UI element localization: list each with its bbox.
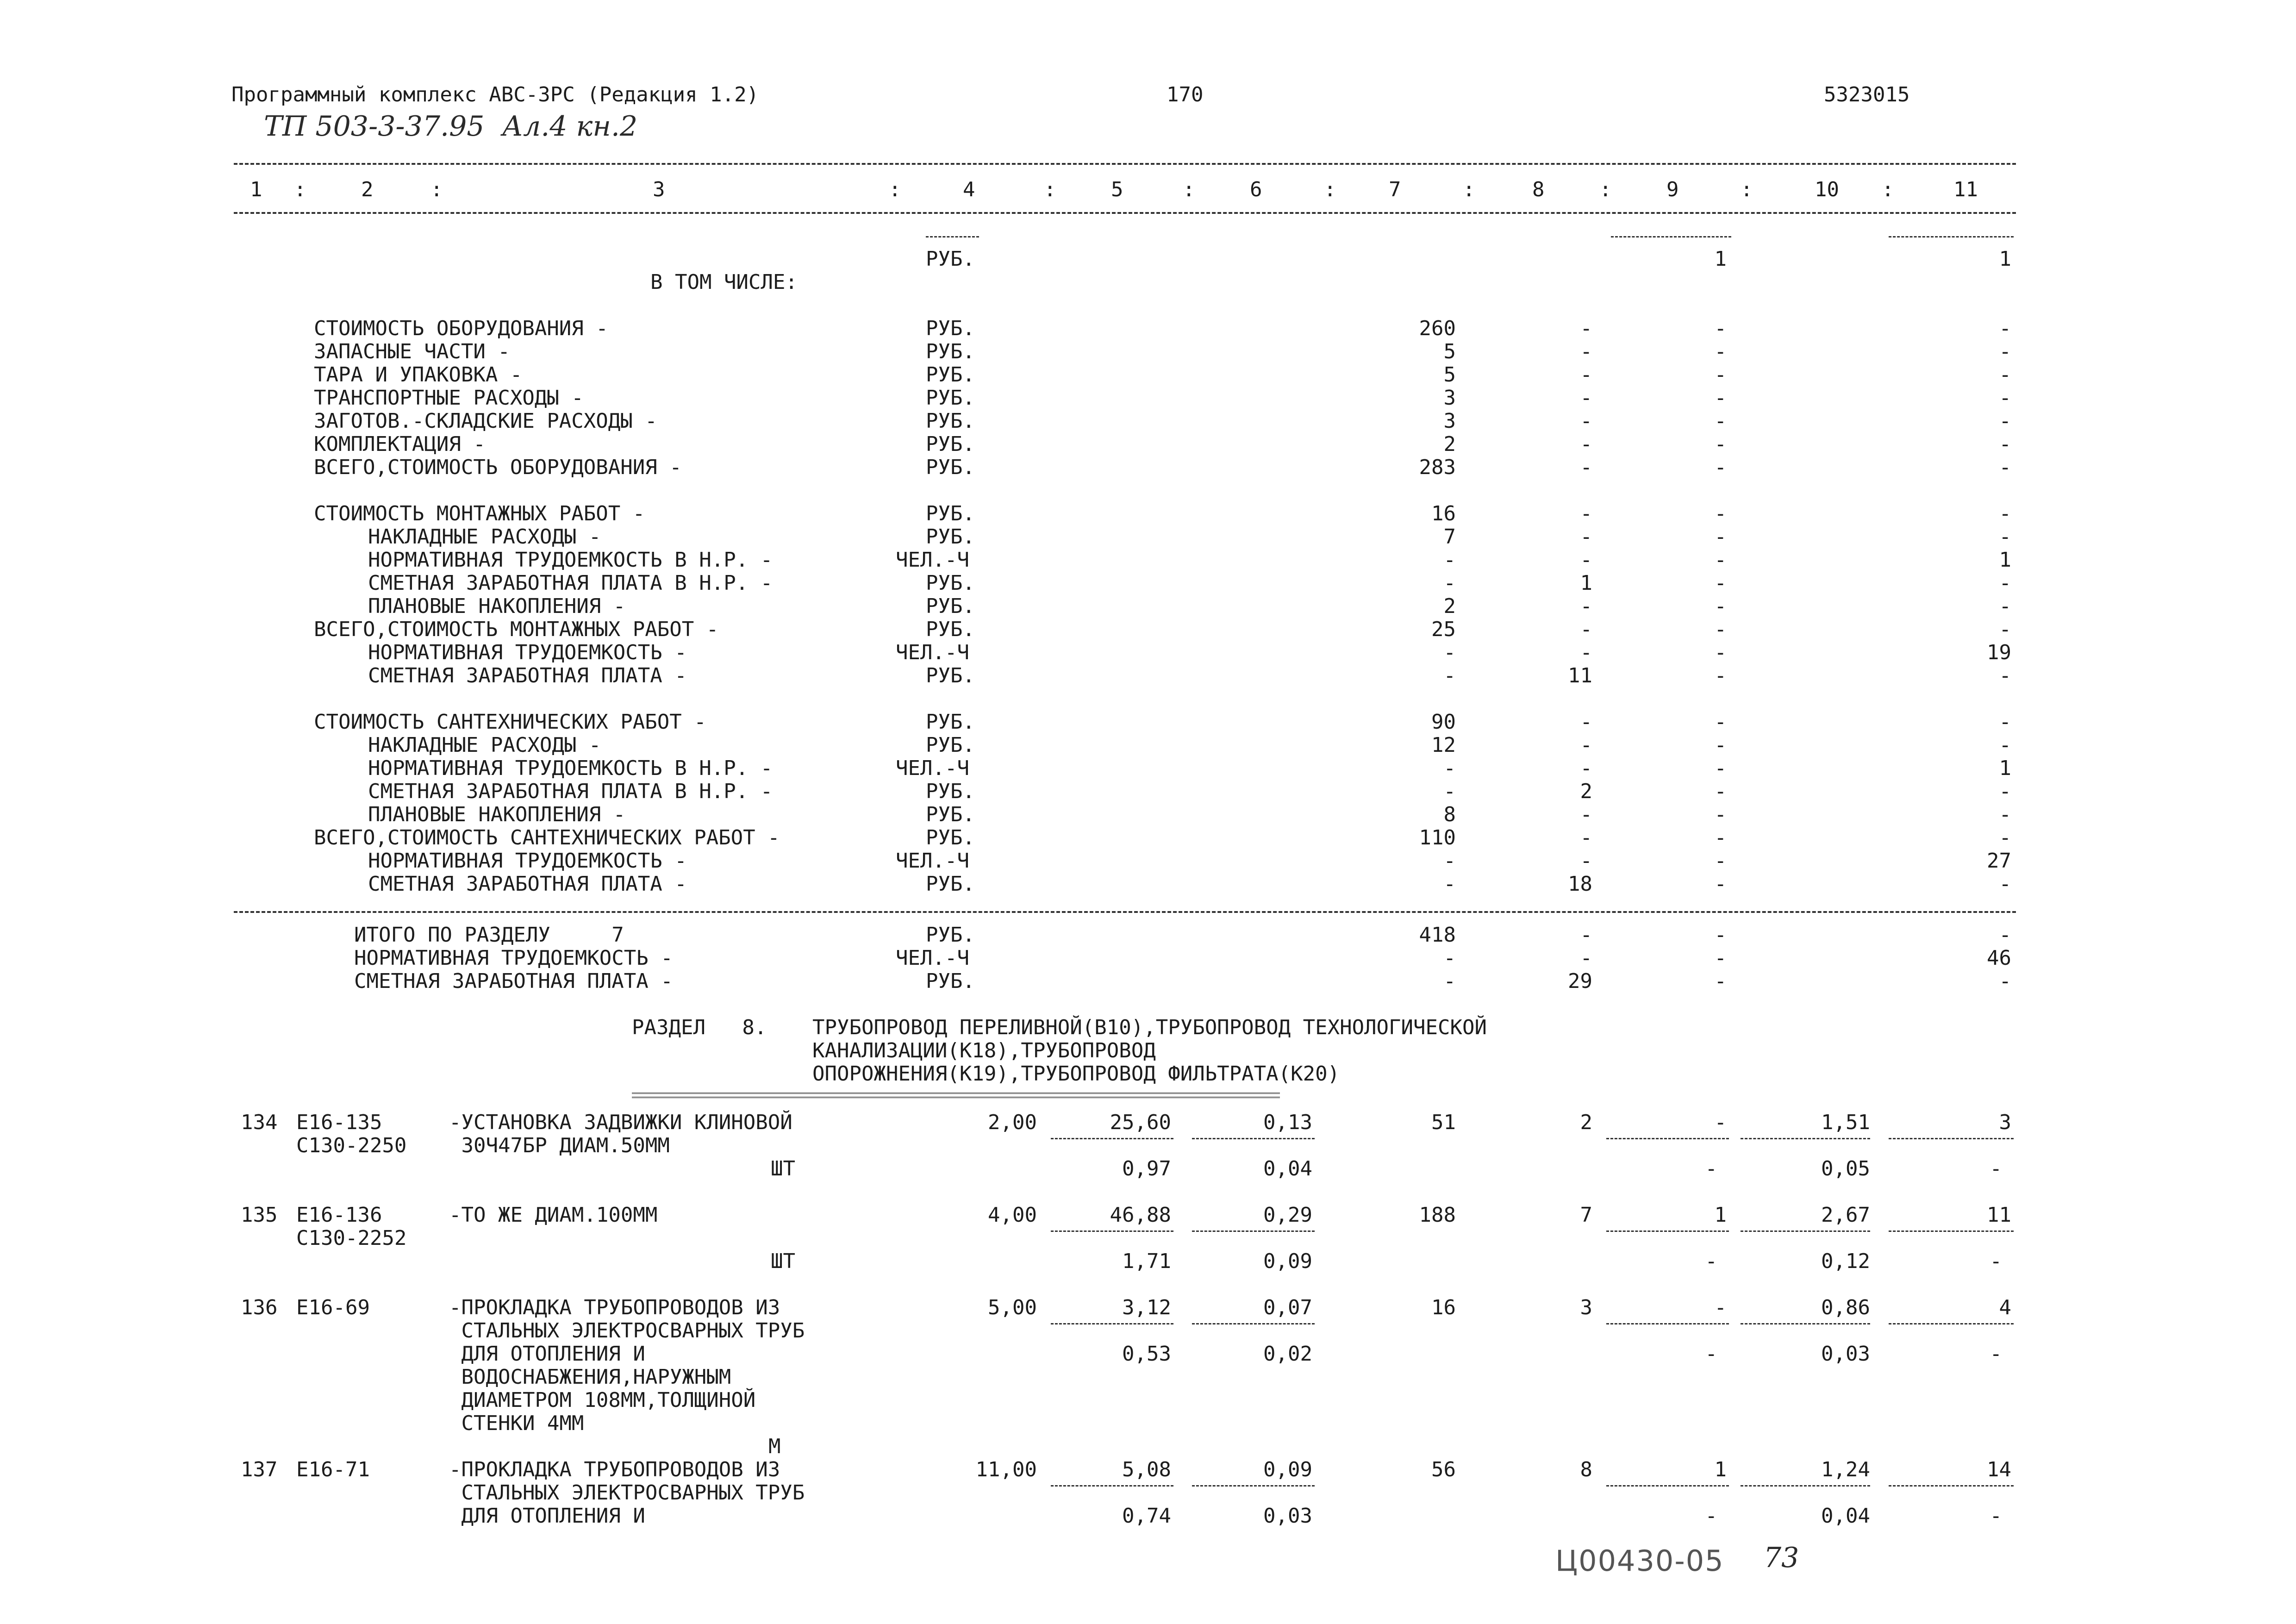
- item-c11b: -: [1990, 1157, 2002, 1181]
- summary-c7: -: [1443, 780, 1456, 803]
- summary-label: ЗАГОТОВ.-СКЛАДСКИЕ РАСХОДЫ -: [314, 409, 657, 433]
- summary-c8: -: [1580, 756, 1592, 780]
- item-subtotal-rule: [1741, 1138, 1870, 1139]
- summary-c11: -: [1999, 664, 2011, 687]
- column-separator: :: [1741, 178, 1753, 201]
- item-c11b: -: [1990, 1504, 2002, 1528]
- item-c6: 0,29: [1263, 1203, 1312, 1227]
- item-c4: 4,00: [988, 1203, 1037, 1227]
- summary-unit: РУБ.: [926, 502, 975, 525]
- summary-c7: 16: [1431, 502, 1456, 525]
- summary-c11: -: [1999, 386, 2011, 410]
- summary-unit: РУБ.: [926, 733, 975, 757]
- summary-c9: -: [1714, 502, 1727, 525]
- item-description-line: ДЛЯ ОТОПЛЕНИЯ И: [449, 1504, 645, 1528]
- summary-c11: -: [1999, 502, 2011, 525]
- summary-c11: -: [1999, 618, 2011, 641]
- summary-c11: 27: [1987, 849, 2011, 873]
- summary-c7: 110: [1419, 826, 1456, 849]
- summary-label: ТАРА И УПАКОВКА -: [314, 363, 523, 387]
- item-c5: 3,12: [1122, 1296, 1171, 1319]
- item-c6b: 0,09: [1263, 1249, 1312, 1273]
- summary-c9: -: [1714, 733, 1727, 757]
- program-title: Программный комплекс АВС-3РС (Редакция 1.2): [231, 83, 759, 106]
- item-code: Е16-69: [296, 1296, 370, 1319]
- summary-c9: -: [1714, 872, 1727, 896]
- item-subtotal-rule: [1889, 1138, 2014, 1139]
- summary-c9: -: [1714, 525, 1727, 549]
- item-c9: -: [1714, 1111, 1727, 1134]
- section-total-unit: РУБ.: [926, 969, 975, 993]
- top-row-unit: РУБ.: [926, 247, 975, 271]
- item-c5b: 0,74: [1122, 1504, 1171, 1528]
- item-c5b: 1,71: [1122, 1249, 1171, 1273]
- item-c8: 8: [1580, 1458, 1592, 1481]
- column-header-8: 8: [1532, 178, 1545, 201]
- item-c6b: 0,02: [1263, 1342, 1312, 1366]
- summary-c8: -: [1580, 386, 1592, 410]
- summary-c7: 2: [1443, 432, 1456, 456]
- summary-c11: -: [1999, 826, 2011, 849]
- item-c8: 7: [1580, 1203, 1592, 1227]
- summary-c7: 25: [1431, 618, 1456, 641]
- summary-label: СМЕТНАЯ ЗАРАБОТНАЯ ПЛАТА В Н.Р. -: [368, 780, 773, 803]
- summary-c7: 260: [1419, 317, 1456, 340]
- summary-unit: РУБ.: [926, 594, 975, 618]
- summary-c9: -: [1714, 317, 1727, 340]
- summary-c11: -: [1999, 363, 2011, 387]
- item-code-secondary: С130-2252: [296, 1226, 407, 1250]
- item-description-line: СТАЛЬНЫХ ЭЛЕКТРОСВАРНЫХ ТРУБ: [449, 1319, 805, 1343]
- summary-unit: РУБ.: [926, 803, 975, 826]
- summary-c7: 8: [1443, 803, 1456, 826]
- item-number: 134: [241, 1111, 278, 1134]
- item-subtotal-rule: [1606, 1323, 1729, 1324]
- summary-c8: 18: [1568, 872, 1592, 896]
- section-total-c7: 418: [1419, 923, 1456, 947]
- item-c7: 188: [1419, 1203, 1456, 1227]
- item-description-line: 30Ч47БР ДИАМ.50ММ: [449, 1134, 670, 1157]
- summary-label: СМЕТНАЯ ЗАРАБОТНАЯ ПЛАТА -: [368, 664, 687, 687]
- column-header-2: 2: [361, 178, 374, 201]
- summary-c8: -: [1580, 803, 1592, 826]
- section-total-c11: 46: [1987, 946, 2011, 970]
- item-c11: 14: [1987, 1458, 2011, 1481]
- summary-c7: 3: [1443, 409, 1456, 433]
- summary-c7: 5: [1443, 340, 1456, 363]
- item-c10b: 0,03: [1821, 1342, 1870, 1366]
- item-subtotal-rule: [1606, 1485, 1729, 1487]
- handwritten-reference: ТП 503-3-37.95 Ал.4 кн.2: [264, 110, 638, 143]
- summary-c11: 1: [1999, 756, 2011, 780]
- item-description-line: -ТО ЖЕ ДИАМ.100ММ: [449, 1203, 658, 1227]
- summary-c8: -: [1580, 618, 1592, 641]
- item-c7: 56: [1431, 1458, 1456, 1481]
- section-total-c11: -: [1999, 969, 2011, 993]
- item-unit: ШТ: [771, 1157, 795, 1181]
- summary-c9: -: [1714, 432, 1727, 456]
- item-c5: 46,88: [1110, 1203, 1171, 1227]
- summary-c9: -: [1714, 641, 1727, 664]
- summary-label: ВСЕГО,СТОИМОСТЬ МОНТАЖНЫХ РАБОТ -: [314, 618, 719, 641]
- summary-label: НАКЛАДНЫЕ РАСХОДЫ -: [368, 525, 601, 549]
- summary-unit: ЧЕЛ.-Ч: [896, 641, 969, 664]
- summary-label: ЗАПАСНЫЕ ЧАСТИ -: [314, 340, 510, 363]
- summary-unit: РУБ.: [926, 340, 975, 363]
- summary-c7: 90: [1431, 710, 1456, 734]
- summary-c8: -: [1580, 317, 1592, 340]
- summary-unit: РУБ.: [926, 409, 975, 433]
- column-header-10: 10: [1815, 178, 1839, 201]
- summary-c11: -: [1999, 456, 2011, 479]
- column-header-6: 6: [1250, 178, 1262, 201]
- summary-unit: РУБ.: [926, 664, 975, 687]
- item-c4: 11,00: [975, 1458, 1037, 1481]
- section-total-unit: РУБ.: [926, 923, 975, 947]
- summary-c7: 3: [1443, 386, 1456, 410]
- top-dash-c11: [1889, 236, 2014, 237]
- section-8-prefix: РАЗДЕЛ 8.: [632, 1016, 767, 1039]
- summary-c7: -: [1443, 849, 1456, 873]
- column-header-5: 5: [1111, 178, 1123, 201]
- summary-unit: РУБ.: [926, 525, 975, 549]
- item-c10b: 0,04: [1821, 1504, 1870, 1528]
- item-c9: 1: [1714, 1203, 1727, 1227]
- summary-unit: РУБ.: [926, 456, 975, 479]
- summary-c7: -: [1443, 641, 1456, 664]
- item-c6b: 0,03: [1263, 1504, 1312, 1528]
- summary-c11: -: [1999, 432, 2011, 456]
- summary-unit: ЧЕЛ.-Ч: [896, 849, 969, 873]
- summary-c9: -: [1714, 756, 1727, 780]
- column-separator: :: [889, 178, 901, 201]
- summary-c9: -: [1714, 340, 1727, 363]
- summary-c7: -: [1443, 872, 1456, 896]
- section-total-c8: -: [1580, 946, 1592, 970]
- summary-unit: РУБ.: [926, 317, 975, 340]
- summary-label: ПЛАНОВЫЕ НАКОПЛЕНИЯ -: [368, 594, 626, 618]
- item-unit: ШТ: [771, 1249, 795, 1273]
- summary-c8: -: [1580, 710, 1592, 734]
- item-c5: 25,60: [1110, 1111, 1171, 1134]
- summary-c9: -: [1714, 363, 1727, 387]
- item-code: Е16-136: [296, 1203, 382, 1227]
- section-total-unit: ЧЕЛ.-Ч: [896, 946, 969, 970]
- item-c11: 11: [1987, 1203, 2011, 1227]
- item-c6: 0,13: [1263, 1111, 1312, 1134]
- item-c6: 0,09: [1263, 1458, 1312, 1481]
- summary-c7: -: [1443, 664, 1456, 687]
- section-total-c9: -: [1714, 946, 1727, 970]
- item-unit: М: [768, 1435, 781, 1458]
- item-number: 135: [241, 1203, 278, 1227]
- column-separator: :: [294, 178, 306, 201]
- summary-unit: РУБ.: [926, 780, 975, 803]
- item-c11: 4: [1999, 1296, 2011, 1319]
- summary-c8: 2: [1580, 780, 1592, 803]
- item-subtotal-rule: [1606, 1138, 1729, 1139]
- item-subtotal-rule: [1192, 1138, 1315, 1139]
- column-separator: :: [1463, 178, 1475, 201]
- column-separator: :: [1183, 178, 1195, 201]
- summary-c8: -: [1580, 849, 1592, 873]
- summary-c11: -: [1999, 525, 2011, 549]
- column-header-3: 3: [653, 178, 665, 201]
- summary-c9: -: [1714, 456, 1727, 479]
- archive-stamp: Ц00430-05: [1555, 1544, 1724, 1578]
- item-c5b: 0,53: [1122, 1342, 1171, 1366]
- summary-c9: -: [1714, 826, 1727, 849]
- top-dash-c4: [926, 236, 979, 237]
- summary-label: СМЕТНАЯ ЗАРАБОТНАЯ ПЛАТА -: [368, 872, 687, 896]
- summary-label: НОРМАТИВНАЯ ТРУДОЕМКОСТЬ В Н.Р. -: [368, 756, 773, 780]
- section-8-title-line: ОПОРОЖНЕНИЯ(К19),ТРУБОПРОВОД ФИЛЬТРАТА(К20): [812, 1062, 1340, 1086]
- summary-unit: ЧЕЛ.-Ч: [896, 756, 969, 780]
- summary-label: ПЛАНОВЫЕ НАКОПЛЕНИЯ -: [368, 803, 626, 826]
- column-separator: :: [1044, 178, 1056, 201]
- summary-c8: -: [1580, 363, 1592, 387]
- item-c10b: 0,12: [1821, 1249, 1870, 1273]
- item-subtotal-rule: [1889, 1230, 2014, 1232]
- item-c9: -: [1714, 1296, 1727, 1319]
- top-row-c11: 1: [1999, 247, 2011, 271]
- summary-unit: РУБ.: [926, 826, 975, 849]
- column-header-9: 9: [1666, 178, 1679, 201]
- section-8-underline: [632, 1093, 1280, 1098]
- item-subtotal-rule: [1051, 1230, 1173, 1232]
- summary-label: ТРАНСПОРТНЫЕ РАСХОДЫ -: [314, 386, 584, 410]
- in-particular-heading: В ТОМ ЧИСЛЕ:: [650, 270, 798, 294]
- summary-c11: -: [1999, 803, 2011, 826]
- summary-c8: -: [1580, 432, 1592, 456]
- summary-c8: 11: [1568, 664, 1592, 687]
- header-rule-bottom: [234, 212, 2016, 214]
- summary-c11: -: [1999, 594, 2011, 618]
- summary-c7: 12: [1431, 733, 1456, 757]
- summary-label: НАКЛАДНЫЕ РАСХОДЫ -: [368, 733, 601, 757]
- summary-c11: -: [1999, 409, 2011, 433]
- item-number: 136: [241, 1296, 278, 1319]
- column-separator: :: [1324, 178, 1336, 201]
- section-total-c9: -: [1714, 923, 1727, 947]
- summary-c8: 1: [1580, 571, 1592, 595]
- summary-label: СТОИМОСТЬ ОБОРУДОВАНИЯ -: [314, 317, 608, 340]
- column-separator: :: [1599, 178, 1612, 201]
- item-subtotal-rule: [1051, 1323, 1173, 1324]
- summary-c8: -: [1580, 456, 1592, 479]
- item-description-line: ВОДОСНАБЖЕНИЯ,НАРУЖНЫМ: [449, 1365, 731, 1389]
- item-c4: 5,00: [988, 1296, 1037, 1319]
- summary-c8: -: [1580, 548, 1592, 572]
- summary-label: СТОИМОСТЬ МОНТАЖНЫХ РАБОТ -: [314, 502, 645, 525]
- item-c8: 2: [1580, 1111, 1592, 1134]
- summary-c9: -: [1714, 664, 1727, 687]
- summary-c11: -: [1999, 780, 2011, 803]
- summary-c9: -: [1714, 710, 1727, 734]
- item-description-line: -УСТАНОВКА ЗАДВИЖКИ КЛИНОВОЙ: [449, 1111, 792, 1134]
- item-number: 137: [241, 1458, 278, 1481]
- item-subtotal-rule: [1192, 1323, 1315, 1324]
- column-header-4: 4: [963, 178, 975, 201]
- item-subtotal-rule: [1889, 1485, 2014, 1487]
- summary-unit: РУБ.: [926, 618, 975, 641]
- summary-c9: -: [1714, 849, 1727, 873]
- summary-c8: -: [1580, 340, 1592, 363]
- column-separator: :: [1882, 178, 1894, 201]
- item-subtotal-rule: [1051, 1138, 1173, 1139]
- summary-label: ВСЕГО,СТОИМОСТЬ ОБОРУДОВАНИЯ -: [314, 456, 682, 479]
- column-header-11: 11: [1953, 178, 1978, 201]
- item-code: Е16-71: [296, 1458, 370, 1481]
- summary-label: НОРМАТИВНАЯ ТРУДОЕМКОСТЬ -: [368, 641, 687, 664]
- summary-c9: -: [1714, 571, 1727, 595]
- item-description-line: ДЛЯ ОТОПЛЕНИЯ И: [449, 1342, 645, 1366]
- item-c5: 5,08: [1122, 1458, 1171, 1481]
- section-total-c7: -: [1443, 946, 1456, 970]
- item-c7: 51: [1431, 1111, 1456, 1134]
- document-code: 5323015: [1824, 83, 1910, 106]
- item-c9: 1: [1714, 1458, 1727, 1481]
- item-description-line: ДИАМЕТРОМ 108ММ,ТОЛЩИНОЙ: [449, 1388, 756, 1412]
- item-c8: 3: [1580, 1296, 1592, 1319]
- summary-c8: -: [1580, 826, 1592, 849]
- summary-unit: РУБ.: [926, 571, 975, 595]
- item-subtotal-rule: [1889, 1323, 2014, 1324]
- summary-c9: -: [1714, 803, 1727, 826]
- summary-c9: -: [1714, 386, 1727, 410]
- section-total-c7: -: [1443, 969, 1456, 993]
- item-c6: 0,07: [1263, 1296, 1312, 1319]
- item-subtotal-rule: [1192, 1230, 1315, 1232]
- summary-c7: -: [1443, 571, 1456, 595]
- item-c7: 16: [1431, 1296, 1456, 1319]
- item-code-secondary: С130-2250: [296, 1134, 407, 1157]
- summary-label: КОМПЛЕКТАЦИЯ -: [314, 432, 486, 456]
- sheet-number: 73: [1764, 1542, 1799, 1574]
- summary-c9: -: [1714, 780, 1727, 803]
- summary-c7: 5: [1443, 363, 1456, 387]
- summary-unit: РУБ.: [926, 872, 975, 896]
- item-subtotal-rule: [1051, 1485, 1173, 1487]
- summary-unit: ЧЕЛ.-Ч: [896, 548, 969, 572]
- item-c9b: -: [1705, 1249, 1717, 1273]
- section-total-rule: [234, 911, 2016, 913]
- item-c10: 1,24: [1821, 1458, 1870, 1481]
- section-total-c9: -: [1714, 969, 1727, 993]
- section-total-c8: 29: [1568, 969, 1592, 993]
- item-c10: 2,67: [1821, 1203, 1870, 1227]
- item-subtotal-rule: [1606, 1230, 1729, 1232]
- summary-c8: -: [1580, 594, 1592, 618]
- column-header-1: 1: [250, 178, 262, 201]
- item-subtotal-rule: [1741, 1230, 1870, 1232]
- summary-unit: РУБ.: [926, 386, 975, 410]
- item-description-line: СТЕНКИ 4ММ: [449, 1412, 584, 1435]
- item-description-line: СТАЛЬНЫХ ЭЛЕКТРОСВАРНЫХ ТРУБ: [449, 1481, 805, 1505]
- item-c5b: 0,97: [1122, 1157, 1171, 1181]
- item-subtotal-rule: [1741, 1323, 1870, 1324]
- section-total-c11: -: [1999, 923, 2011, 947]
- item-c11b: -: [1990, 1342, 2002, 1366]
- item-subtotal-rule: [1741, 1485, 1870, 1487]
- summary-label: СМЕТНАЯ ЗАРАБОТНАЯ ПЛАТА В Н.Р. -: [368, 571, 773, 595]
- summary-c9: -: [1714, 618, 1727, 641]
- item-c10: 1,51: [1821, 1111, 1870, 1134]
- item-description-line: -ПРОКЛАДКА ТРУБОПРОВОДОВ ИЗ: [449, 1296, 780, 1319]
- column-header-7: 7: [1389, 178, 1401, 201]
- item-c10b: 0,05: [1821, 1157, 1870, 1181]
- top-dash-c9: [1611, 236, 1731, 237]
- summary-unit: РУБ.: [926, 710, 975, 734]
- item-description-line: -ПРОКЛАДКА ТРУБОПРОВОДОВ ИЗ: [449, 1458, 780, 1481]
- item-c6b: 0,04: [1263, 1157, 1312, 1181]
- header-rule-top: [234, 163, 2016, 165]
- top-row-c9: 1: [1714, 247, 1727, 271]
- summary-c11: -: [1999, 733, 2011, 757]
- item-c9b: -: [1705, 1342, 1717, 1366]
- item-c9b: -: [1705, 1504, 1717, 1528]
- summary-c7: 7: [1443, 525, 1456, 549]
- summary-c11: 1: [1999, 548, 2011, 572]
- summary-c9: -: [1714, 409, 1727, 433]
- summary-c8: -: [1580, 733, 1592, 757]
- summary-c9: -: [1714, 594, 1727, 618]
- section-8-title-line: КАНАЛИЗАЦИИ(К18),ТРУБОПРОВОД: [812, 1039, 1156, 1062]
- item-subtotal-rule: [1192, 1485, 1315, 1487]
- summary-c11: -: [1999, 317, 2011, 340]
- summary-unit: РУБ.: [926, 432, 975, 456]
- item-c10: 0,86: [1821, 1296, 1870, 1319]
- column-separator: :: [430, 178, 443, 201]
- summary-c8: -: [1580, 502, 1592, 525]
- section-total-label: НОРМАТИВНАЯ ТРУДОЕМКОСТЬ -: [354, 946, 673, 970]
- summary-c7: 2: [1443, 594, 1456, 618]
- item-c4: 2,00: [988, 1111, 1037, 1134]
- section-total-label: СМЕТНАЯ ЗАРАБОТНАЯ ПЛАТА -: [354, 969, 673, 993]
- summary-c11: -: [1999, 340, 2011, 363]
- item-c9b: -: [1705, 1157, 1717, 1181]
- summary-unit: РУБ.: [926, 363, 975, 387]
- section-total-label: ИТОГО ПО РАЗДЕЛУ 7: [354, 923, 624, 947]
- item-code: Е16-135: [296, 1111, 382, 1134]
- item-c11: 3: [1999, 1111, 2011, 1134]
- summary-c9: -: [1714, 548, 1727, 572]
- summary-c7: -: [1443, 548, 1456, 572]
- item-c11b: -: [1990, 1249, 2002, 1273]
- summary-c7: 283: [1419, 456, 1456, 479]
- summary-c7: -: [1443, 756, 1456, 780]
- summary-c11: 19: [1987, 641, 2011, 664]
- summary-label: СТОИМОСТЬ САНТЕХНИЧЕСКИХ РАБОТ -: [314, 710, 706, 734]
- summary-c8: -: [1580, 641, 1592, 664]
- summary-label: НОРМАТИВНАЯ ТРУДОЕМКОСТЬ -: [368, 849, 687, 873]
- summary-c8: -: [1580, 525, 1592, 549]
- summary-c11: -: [1999, 872, 2011, 896]
- section-total-c8: -: [1580, 923, 1592, 947]
- summary-label: НОРМАТИВНАЯ ТРУДОЕМКОСТЬ В Н.Р. -: [368, 548, 773, 572]
- summary-c8: -: [1580, 409, 1592, 433]
- summary-c11: -: [1999, 710, 2011, 734]
- section-8-title-line: ТРУБОПРОВОД ПЕРЕЛИВНОЙ(В10),ТРУБОПРОВОД ТЕХНОЛОГИЧЕСКОЙ: [812, 1016, 1487, 1039]
- page-number: 170: [1167, 83, 1204, 106]
- summary-label: ВСЕГО,СТОИМОСТЬ САНТЕХНИЧЕСКИХ РАБОТ -: [314, 826, 780, 849]
- summary-c11: -: [1999, 571, 2011, 595]
